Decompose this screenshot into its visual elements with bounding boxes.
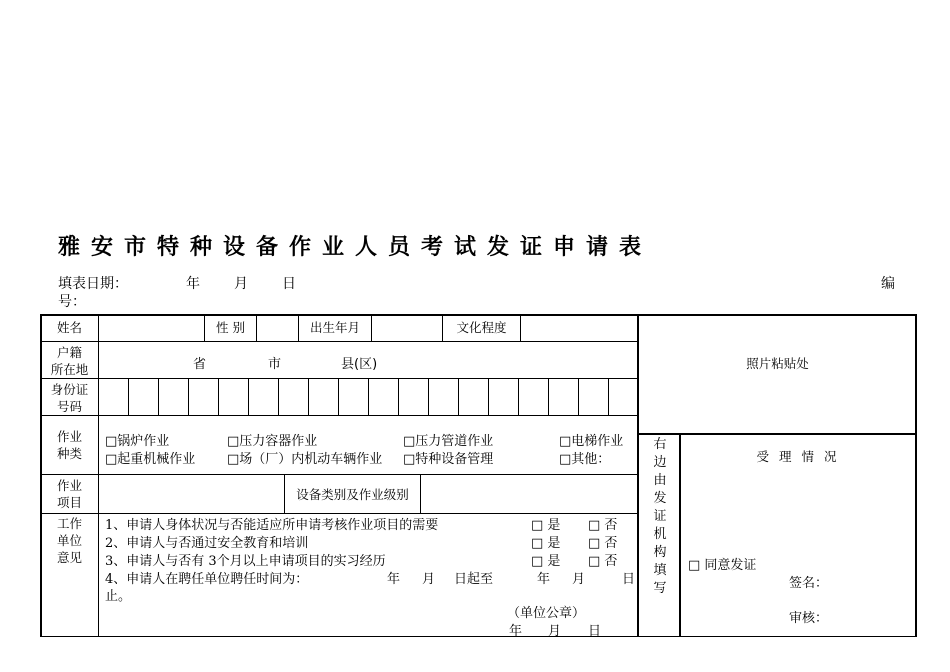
question-4: 4、申请人在聘任单位聘任时间为：: [105, 572, 309, 587]
category-field[interactable]: [421, 475, 637, 513]
option-management[interactable]: □特种设备管理: [403, 452, 494, 467]
work-item-label: 作业 项目: [56, 478, 82, 510]
q4-from-month: 月: [422, 572, 436, 587]
issuer-fill-vertical-label: 右边由发证机构填写: [653, 437, 667, 596]
city-label: 市: [268, 357, 282, 372]
option-vehicle[interactable]: □场（厂）内机动车辆作业: [227, 452, 383, 467]
option-pressure-pipe[interactable]: □压力管道作业: [403, 434, 494, 449]
county-label: 县(区): [341, 357, 378, 372]
option-other[interactable]: □其他：: [559, 452, 611, 467]
name-field[interactable]: [99, 316, 204, 341]
q4-tail: 止。: [105, 589, 132, 604]
question-3: 3、申请人与否有 3个月以上申请项目的实习经历: [105, 554, 386, 569]
q1-no-checkbox[interactable]: □ 否: [588, 518, 618, 533]
page-title: 雅安市特种设备作业人员考试发证申请表: [58, 235, 653, 260]
education-field[interactable]: [521, 316, 637, 341]
province-label: 省: [193, 357, 207, 372]
category-label: 设备类别及作业级别: [296, 487, 409, 502]
acceptance-heading: 受 理 情 况: [756, 449, 840, 464]
q3-no-checkbox[interactable]: □ 否: [588, 554, 618, 569]
q4-to-year: 年: [537, 572, 551, 587]
fill-date-day: 日: [282, 276, 296, 292]
option-elevator[interactable]: □电梯作业: [559, 434, 624, 449]
unit-opinion-label: 工作 单位 意见: [56, 516, 82, 565]
serial-label-2: 号：: [58, 294, 86, 310]
birth-label: 出生年月: [309, 320, 360, 335]
q4-from-year: 年: [387, 572, 401, 587]
birth-field[interactable]: [372, 316, 442, 341]
q2-yes-checkbox[interactable]: □ 是: [531, 536, 561, 551]
unit-date-month: 月: [548, 624, 562, 639]
question-2: 2、申请人与否通过安全教育和培训: [105, 536, 309, 551]
unit-seal: （单位公章）: [507, 606, 586, 621]
sign-label: 签名：: [789, 576, 829, 591]
q2-no-checkbox[interactable]: □ 否: [588, 536, 618, 551]
gender-field[interactable]: [257, 316, 298, 341]
option-boiler[interactable]: □锅炉作业: [105, 434, 170, 449]
name-label: 姓名: [56, 320, 82, 335]
q4-to-month: 月: [572, 572, 586, 587]
option-pressure-vessel[interactable]: □压力容器作业: [227, 434, 318, 449]
unit-date-year: 年: [509, 624, 523, 639]
work-type-label: 作业 种类: [56, 429, 82, 461]
unit-date-day: 日: [588, 624, 602, 639]
fill-date-year: 年: [186, 276, 200, 292]
photo-area: 照片粘贴处: [746, 356, 809, 371]
q1-yes-checkbox[interactable]: □ 是: [531, 518, 561, 533]
q4-from-day: 日起至: [454, 572, 494, 587]
fill-date-label: 填表日期：: [58, 276, 128, 292]
q4-to-day: 日: [622, 572, 636, 587]
question-1: 1、申请人身体状况与否能适应所申请考核作业项目的需要: [105, 518, 439, 533]
id-number-field[interactable]: [99, 379, 637, 415]
work-item-field[interactable]: [99, 475, 284, 513]
q3-yes-checkbox[interactable]: □ 是: [531, 554, 561, 569]
fill-date-month: 月: [234, 276, 248, 292]
gender-label: 性 别: [216, 320, 245, 335]
agree-issue-checkbox[interactable]: □ 同意发证: [688, 558, 757, 573]
id-number-label: 身份证 号码: [50, 382, 89, 414]
option-crane[interactable]: □起重机械作业: [105, 452, 196, 467]
review-label: 审核：: [789, 611, 829, 626]
household-label: 户籍 所在地: [50, 345, 89, 377]
serial-label-1: 编: [881, 276, 895, 292]
education-label: 文化程度: [456, 320, 507, 335]
